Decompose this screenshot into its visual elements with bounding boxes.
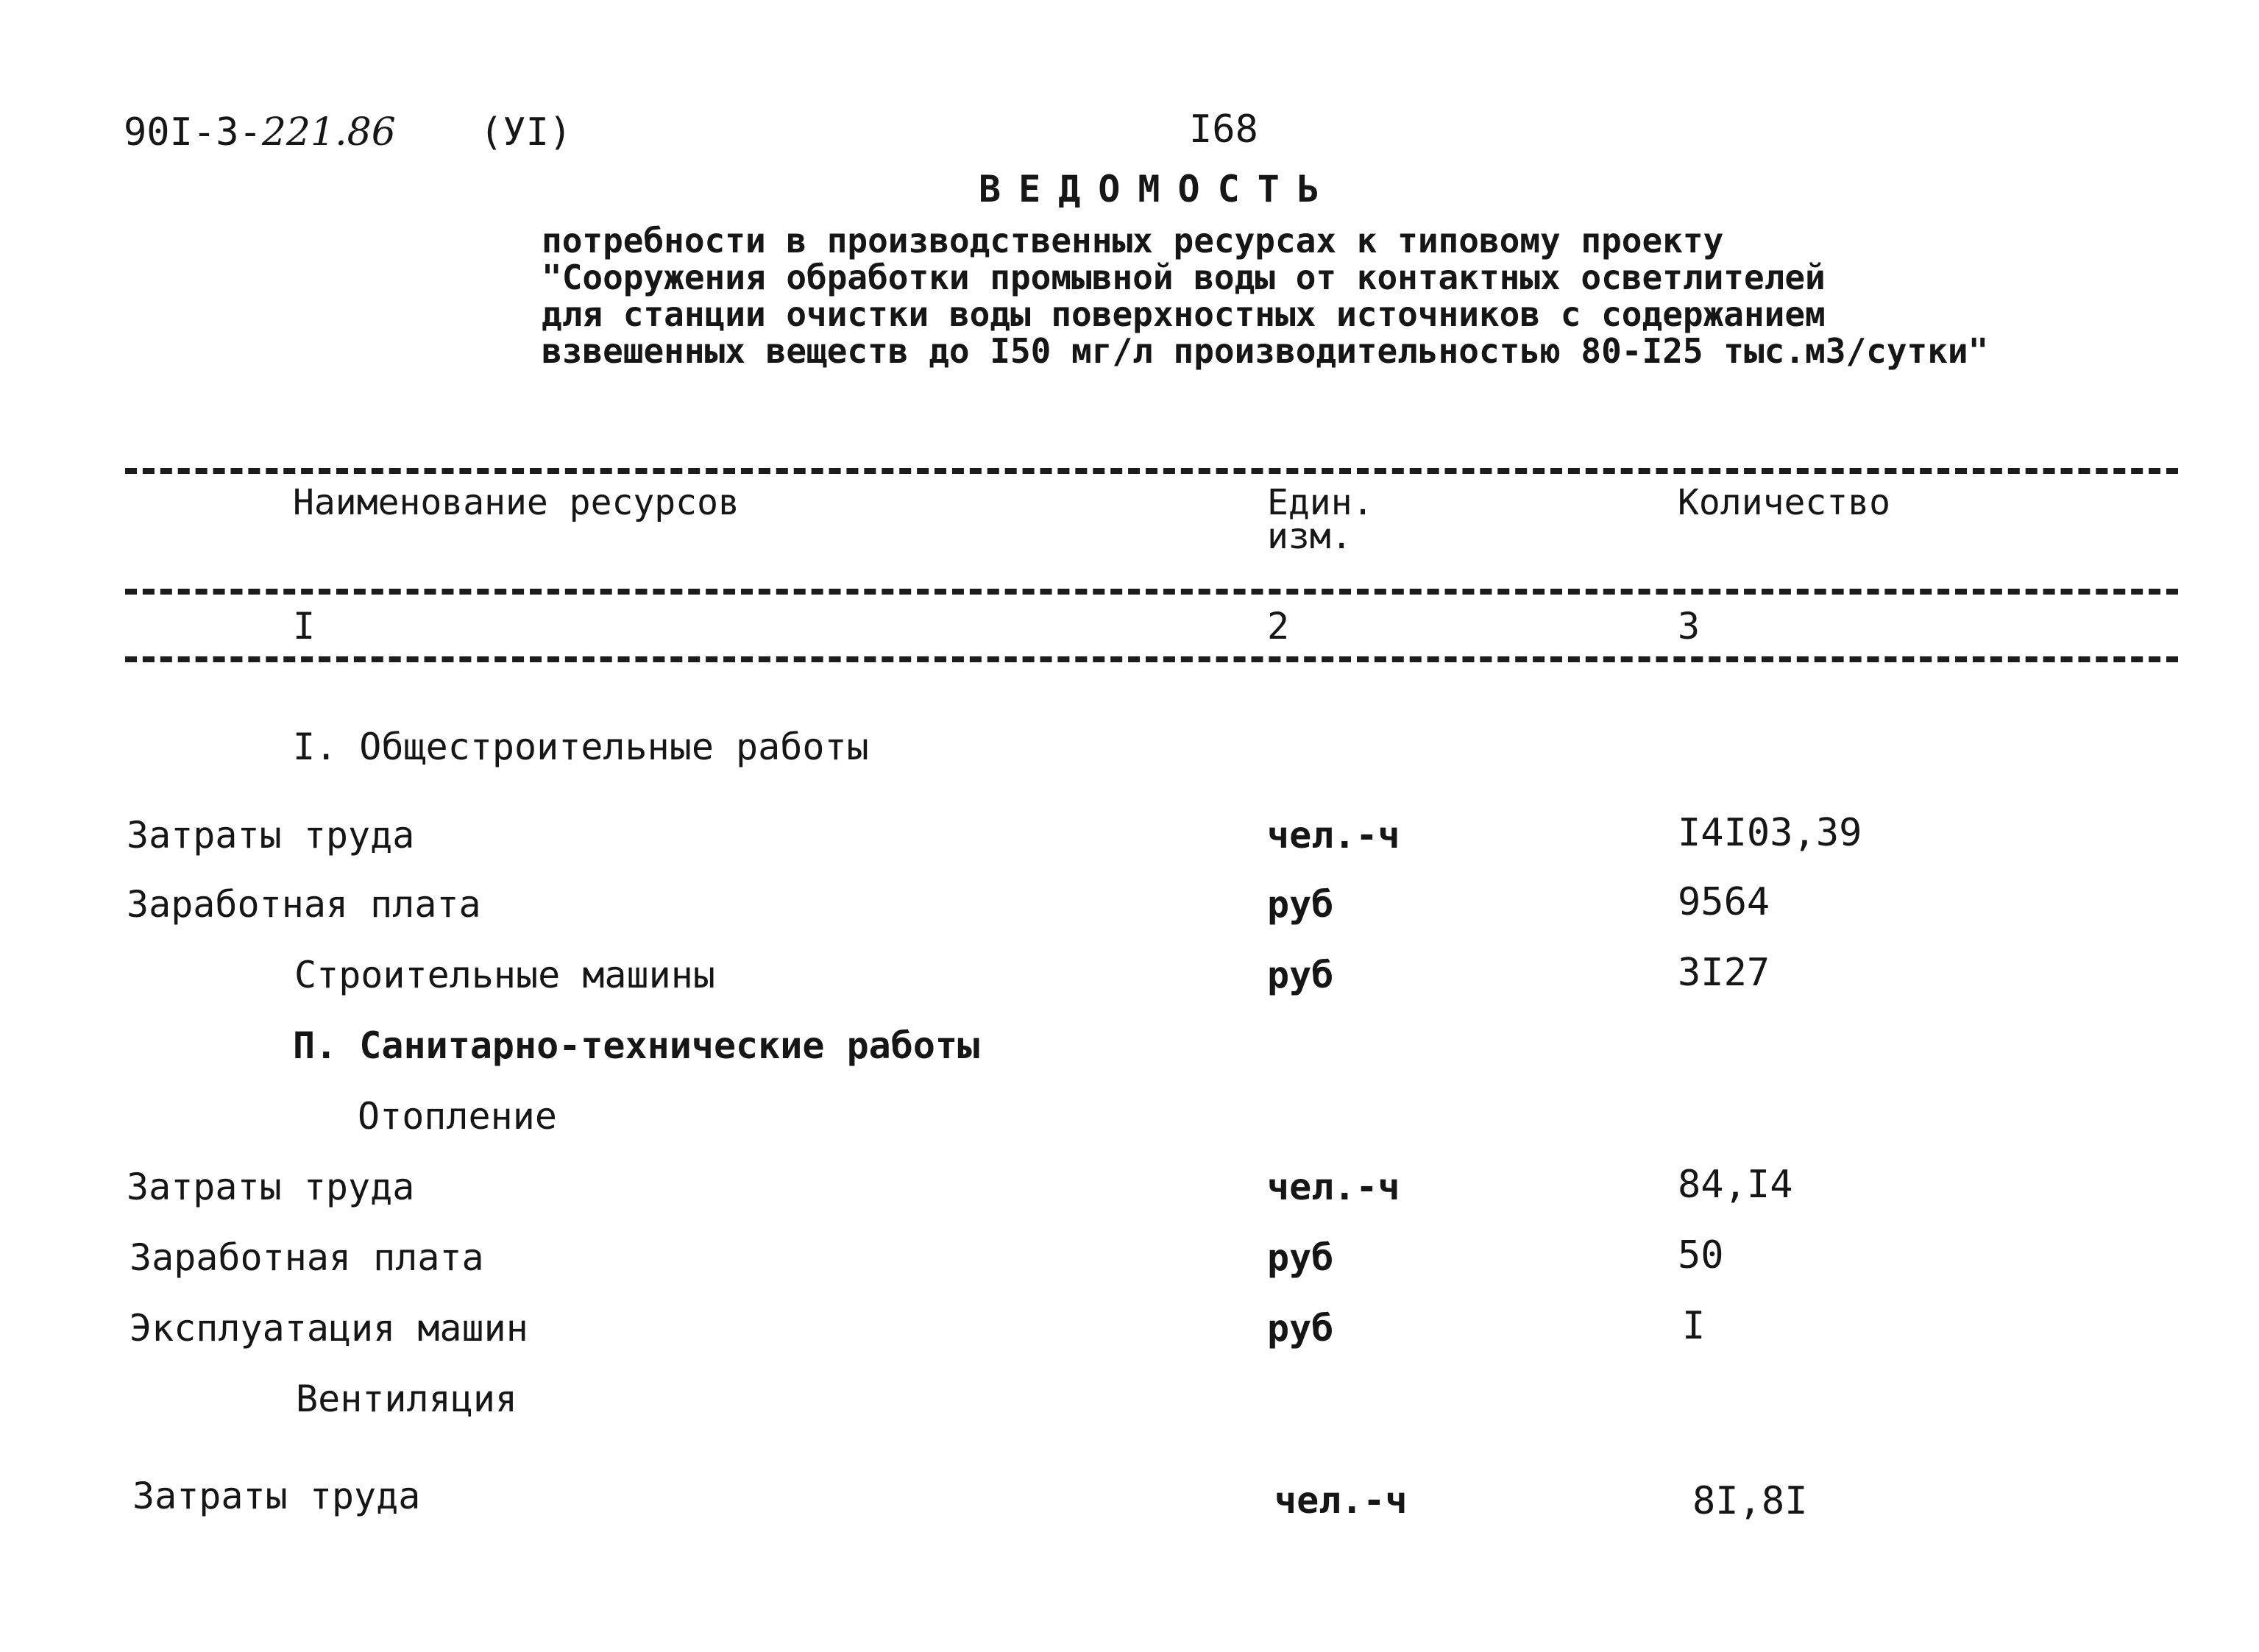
row-quantity: 3I27 <box>1678 951 1770 995</box>
document-code-prefix: 90I-3- <box>124 110 262 155</box>
document-code-handwritten: 221.86 <box>261 110 396 155</box>
row-quantity: I <box>1682 1304 1706 1348</box>
document-code <box>124 110 396 155</box>
row-unit: руб <box>1267 883 1334 926</box>
row-name: Строительные машины <box>294 954 715 996</box>
subsection-heading: Вентиляция <box>296 1378 518 1420</box>
dashed-rule-middle <box>125 589 2178 595</box>
column-header-unit-line1: Един. <box>1267 482 1374 523</box>
column-header-unit-line2: изм. <box>1267 516 1352 557</box>
column-number-1: I <box>293 605 316 648</box>
dashed-rule-top <box>125 468 2178 474</box>
row-unit: чел.-ч <box>1274 1479 1408 1522</box>
subtitle-line: потребности в производственных ресурсах к типовому проекту <box>542 221 1724 260</box>
row-name: Затраты труда <box>127 1166 415 1208</box>
row-unit: чел.-ч <box>1267 1166 1400 1208</box>
column-number-2: 2 <box>1267 605 1290 648</box>
document-title: ВЕДОМОСТЬ <box>979 168 1337 210</box>
column-number-3: 3 <box>1678 605 1701 648</box>
section-heading: П. Санитарно-технические работы <box>293 1024 980 1067</box>
subtitle-line: взвешенных веществ до I50 мг/л производительностью 80-I25 тыс.м3/сутки" <box>542 331 1989 371</box>
column-header-unit <box>1267 482 1374 557</box>
row-name: Заработная плата <box>127 883 481 926</box>
row-unit: чел.-ч <box>1267 814 1400 857</box>
row-quantity: I4I03,39 <box>1678 811 1862 855</box>
row-quantity: 8I,8I <box>1692 1479 1808 1523</box>
row-quantity: 50 <box>1678 1233 1724 1277</box>
row-unit: руб <box>1267 1236 1334 1279</box>
row-name: Заработная плата <box>130 1236 484 1279</box>
row-unit: руб <box>1267 1307 1334 1350</box>
document-subtitle <box>542 222 1988 369</box>
row-name: Затраты труда <box>132 1475 421 1517</box>
subtitle-line: "Сооружения обработки промывной воды от контактных осветлителей <box>542 258 1826 297</box>
subtitle-line: для станции очистки воды поверхностных источников с содержанием <box>542 294 1826 334</box>
row-quantity: 84,I4 <box>1678 1163 1793 1207</box>
page-number: I68 <box>1189 107 1258 152</box>
document-part: (УI) <box>480 110 572 155</box>
row-quantity: 9564 <box>1678 880 1770 924</box>
column-header-name: Наименование ресурсов <box>293 482 740 523</box>
subsection-heading: Отопление <box>358 1095 557 1138</box>
row-name: Эксплуатация машин <box>130 1307 528 1350</box>
row-unit: руб <box>1267 954 1334 996</box>
dashed-rule-bottom <box>125 656 2178 662</box>
column-header-quantity: Количество <box>1678 482 1890 523</box>
row-name: Затраты труда <box>127 814 415 857</box>
section-heading: I. Общестроительные работы <box>293 726 869 768</box>
